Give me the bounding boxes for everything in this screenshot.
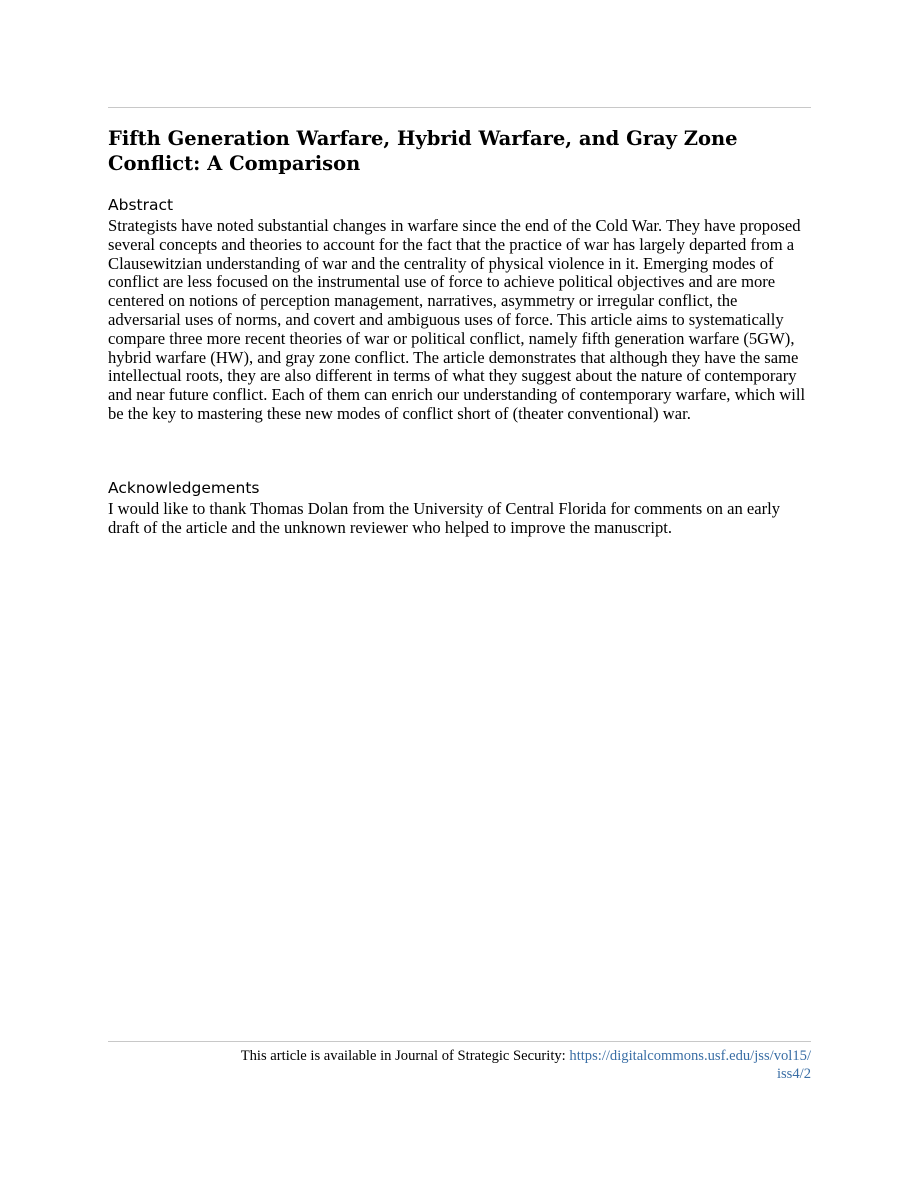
journal-link[interactable] xyxy=(569,1048,811,1082)
top-divider xyxy=(108,107,811,108)
acknowledgements-text: I would like to thank Thomas Dolan from the University of Central Florida for comments on an early draft of the article and the unknown reviewer who helped to improve the manuscript. xyxy=(108,499,781,537)
acknowledgements-section xyxy=(108,478,811,538)
journal-link-line2: iss4/2 xyxy=(776,1065,811,1082)
abstract-section xyxy=(108,195,811,424)
abstract-text: Strategists have noted substantial changes in warfare since the end of the Cold War. They have proposed several concepts and theories to account for the fact that the practice of war has largely departed from a Clausewitzian understanding of war and the centrality of physical violence in it. Emerging modes of conflict are less focused on the instrumental use of force to achieve political objectives and are more centered on notions of perception management, narratives, asymmetry or irregular conflict, the adversarial uses of norms, and covert and ambiguous uses of force. This article aims to systematically compare three more recent theories of war or political conflict, namely fifth generation warfare (5GW), hybrid warfare (HW), and gray zone conflict. The article demonstrates that although they have the same intellectual roots, they are also different in terms of what they suggest about the nature of contemporary and near future conflict. Each of them can enrich our understanding of contemporary warfare, which will be the key to mastering these new modes of conflict short of (theater conventional) war. xyxy=(108,216,806,423)
footer-divider xyxy=(108,1041,811,1042)
availability-footer xyxy=(108,1048,811,1083)
acknowledgements-heading: Acknowledgements xyxy=(108,479,260,497)
availability-text: This article is available in Journal of Strategic Security: xyxy=(240,1048,570,1064)
article-title: Fifth Generation Warfare, Hybrid Warfare, and Gray Zone Conflict: A Comparison xyxy=(108,127,738,175)
journal-link-line1: https://digitalcommons.usf.edu/jss/vol15/ xyxy=(569,1048,811,1064)
abstract-heading: Abstract xyxy=(108,196,174,214)
